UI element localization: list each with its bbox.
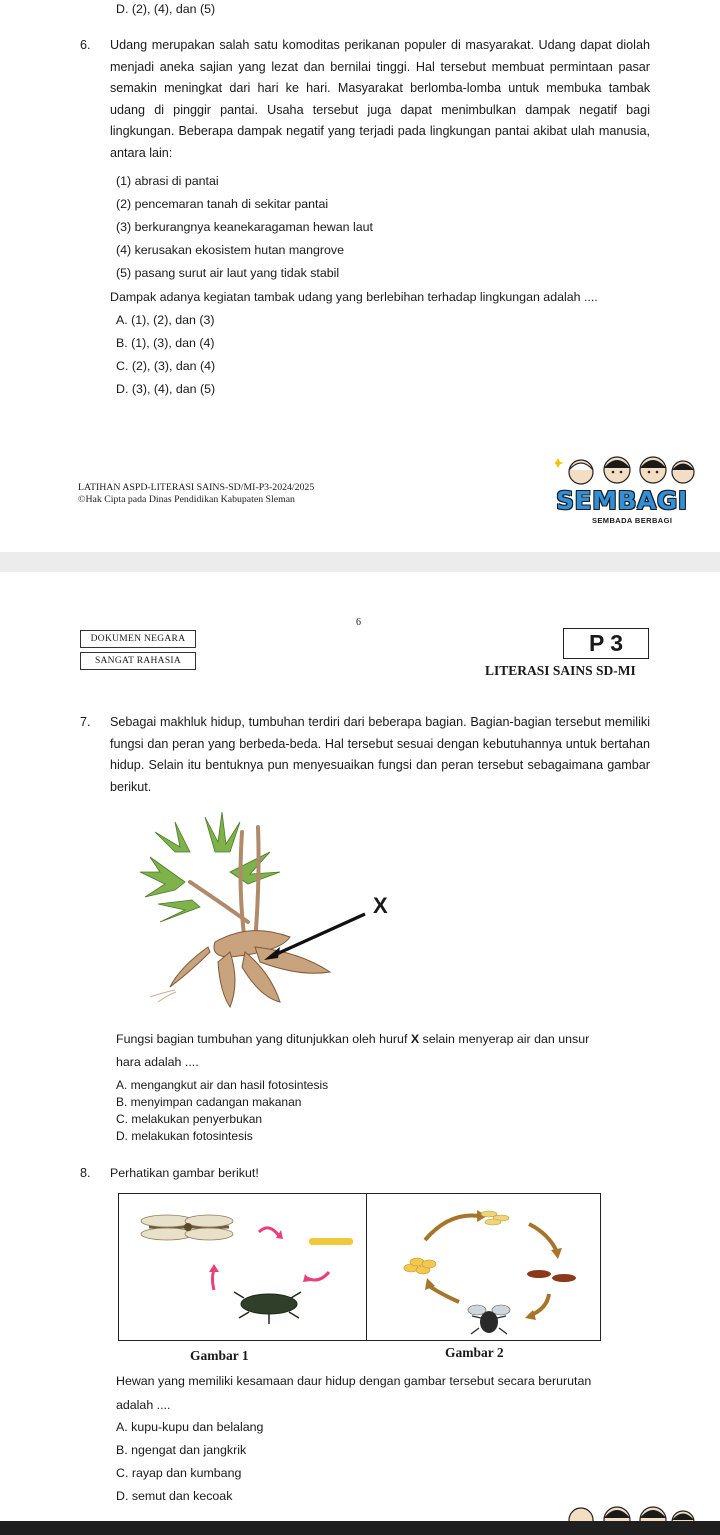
arrow-pink-1 bbox=[259, 1228, 279, 1236]
fly-icon bbox=[468, 1305, 510, 1334]
q7-question-letter: X bbox=[410, 1032, 420, 1046]
nymph-icon bbox=[234, 1292, 301, 1324]
page-separator bbox=[0, 552, 720, 572]
q6-item-3: (3) berkurangnya keanekaragaman hewan laut bbox=[116, 220, 373, 234]
page-number: 6 bbox=[356, 617, 361, 628]
label-x: X bbox=[373, 893, 388, 918]
arrow-brown-4 bbox=[429, 1286, 459, 1302]
q7-question-line1 bbox=[116, 1032, 589, 1046]
q6-item-5: (5) pasang surut air laut yang tidak stabil bbox=[116, 266, 340, 280]
q8-option-d[interactable]: D. semut dan kecoak bbox=[116, 1489, 233, 1503]
q7-question-line2: hara adalah .... bbox=[116, 1055, 199, 1069]
doc-classification-1: DOKUMEN NEGARA bbox=[80, 630, 196, 648]
sembagi-logo: SEMBAGI bbox=[556, 486, 688, 515]
mascot-characters-bottom-icon bbox=[555, 1500, 695, 1522]
q8-option-c[interactable]: C. rayap dan kumbang bbox=[116, 1466, 242, 1480]
footer-copyright: ©Hak Cipta pada Dinas Pendidikan Kabupaten Sleman bbox=[78, 494, 295, 505]
sembagi-logo-subtitle: SEMBADA BERBAGI bbox=[592, 516, 673, 525]
q6-item-4: (4) kerusakan ekosistem hutan mangrove bbox=[116, 243, 344, 257]
doc-classification-2: SANGAT RAHASIA bbox=[80, 652, 196, 670]
q8-number: 8. bbox=[80, 1166, 91, 1180]
egg-icon bbox=[309, 1238, 353, 1245]
q6-item-1: (1) abrasi di pantai bbox=[116, 174, 219, 188]
q6-option-a[interactable]: A. (1), (2), dan (3) bbox=[116, 313, 215, 327]
q6-number: 6. bbox=[80, 38, 91, 52]
q8-intro: Perhatikan gambar berikut! bbox=[110, 1166, 259, 1180]
q7-option-b[interactable]: B. menyimpan cadangan makanan bbox=[116, 1095, 302, 1109]
q7-number: 7. bbox=[80, 715, 91, 729]
q6-option-c[interactable]: C. (2), (3), dan (4) bbox=[116, 359, 216, 373]
dragonfly-icon bbox=[141, 1215, 233, 1240]
arrow-brown-1 bbox=[425, 1216, 479, 1241]
footer-title: LATIHAN ASPD-LITERASI SAINS-SD/MI-P3-2024/2025 bbox=[78, 482, 315, 493]
caption-gambar-2: Gambar 2 bbox=[445, 1345, 504, 1360]
arrow-brown-2 bbox=[529, 1224, 557, 1252]
q6-question: Dampak adanya kegiatan tambak udang yang berlebihan terhadap lingkungan adalah .... bbox=[110, 290, 598, 304]
eggs-icon bbox=[481, 1211, 509, 1225]
q8-option-b[interactable]: B. ngengat dan jangkrik bbox=[116, 1443, 247, 1457]
arrow-pink-2 bbox=[307, 1272, 329, 1280]
life-cycle-illustrations bbox=[119, 1194, 601, 1340]
caption-gambar-1: Gambar 1 bbox=[190, 1348, 249, 1363]
q6-text: Udang merupakan salah satu komoditas perikanan populer di masyarakat. Udang dapat diolah menjadi aneka sajian yang lezat dan bernilai tinggi. Hal tersebut membuat permintaan pasar semakin meningkat dari hari ke hari. Masyarakat berlomba-lomba untuk membuka tambak udang di pinggir pantai. Usaha tersebut juga dapat menimbulkan dampak negatif bagi lingkungan. Beberapa dampak negatif yang terjadi pada lingkungan pantai akibat ulah manusia, antara lain: bbox=[110, 38, 650, 160]
q7-option-d[interactable]: D. melakukan fotosintesis bbox=[116, 1129, 253, 1143]
q8-question-line1: Hewan yang memiliki kesamaan daur hidup dengan gambar tersebut secara berurutan bbox=[116, 1374, 592, 1388]
pupa-icon bbox=[527, 1270, 576, 1282]
q8-option-a[interactable]: A. kupu-kupu dan belalang bbox=[116, 1420, 264, 1434]
q7-question-part2: selain menyerap air dan unsur bbox=[419, 1032, 590, 1046]
q6-option-d[interactable]: D. (3), (4), dan (5) bbox=[116, 382, 216, 396]
q7-option-c[interactable]: C. melakukan penyerbukan bbox=[116, 1112, 263, 1126]
larva-icon bbox=[404, 1258, 436, 1274]
q6-item-2: (2) pencemaran tanah di sekitar pantai bbox=[116, 197, 329, 211]
q7-question-part1: Fungsi bagian tumbuhan yang ditunjukkan oleh huruf bbox=[116, 1032, 411, 1046]
subject-title: LITERASI SAINS SD-MI bbox=[485, 663, 636, 678]
q7-text: Sebagai makhluk hidup, tumbuhan terdiri dari beberapa bagian. Bagian-bagian tersebut memiliki fungsi dan peran yang berbeda-beda. Hal tersebut sesuai dengan kebutuhannya untuk bertahan hidup. Selain itu bentuknya pun menyesuaikan fungsi dan peran tersebut sebagaimana gambar berikut. bbox=[110, 715, 650, 794]
paper-code: P 3 bbox=[563, 628, 649, 659]
q6-option-b[interactable]: B. (1), (3), dan (4) bbox=[116, 336, 215, 350]
q7-option-a[interactable]: A. mengangkut air dan hasil fotosintesis bbox=[116, 1078, 329, 1092]
q5-option-d: D. (2), (4), dan (5) bbox=[116, 2, 216, 16]
bottom-bar bbox=[0, 1521, 720, 1535]
arrow-pink-3 bbox=[213, 1270, 215, 1290]
life-cycle-figure bbox=[118, 1193, 601, 1341]
q8-question-line2: adalah .... bbox=[116, 1398, 171, 1412]
